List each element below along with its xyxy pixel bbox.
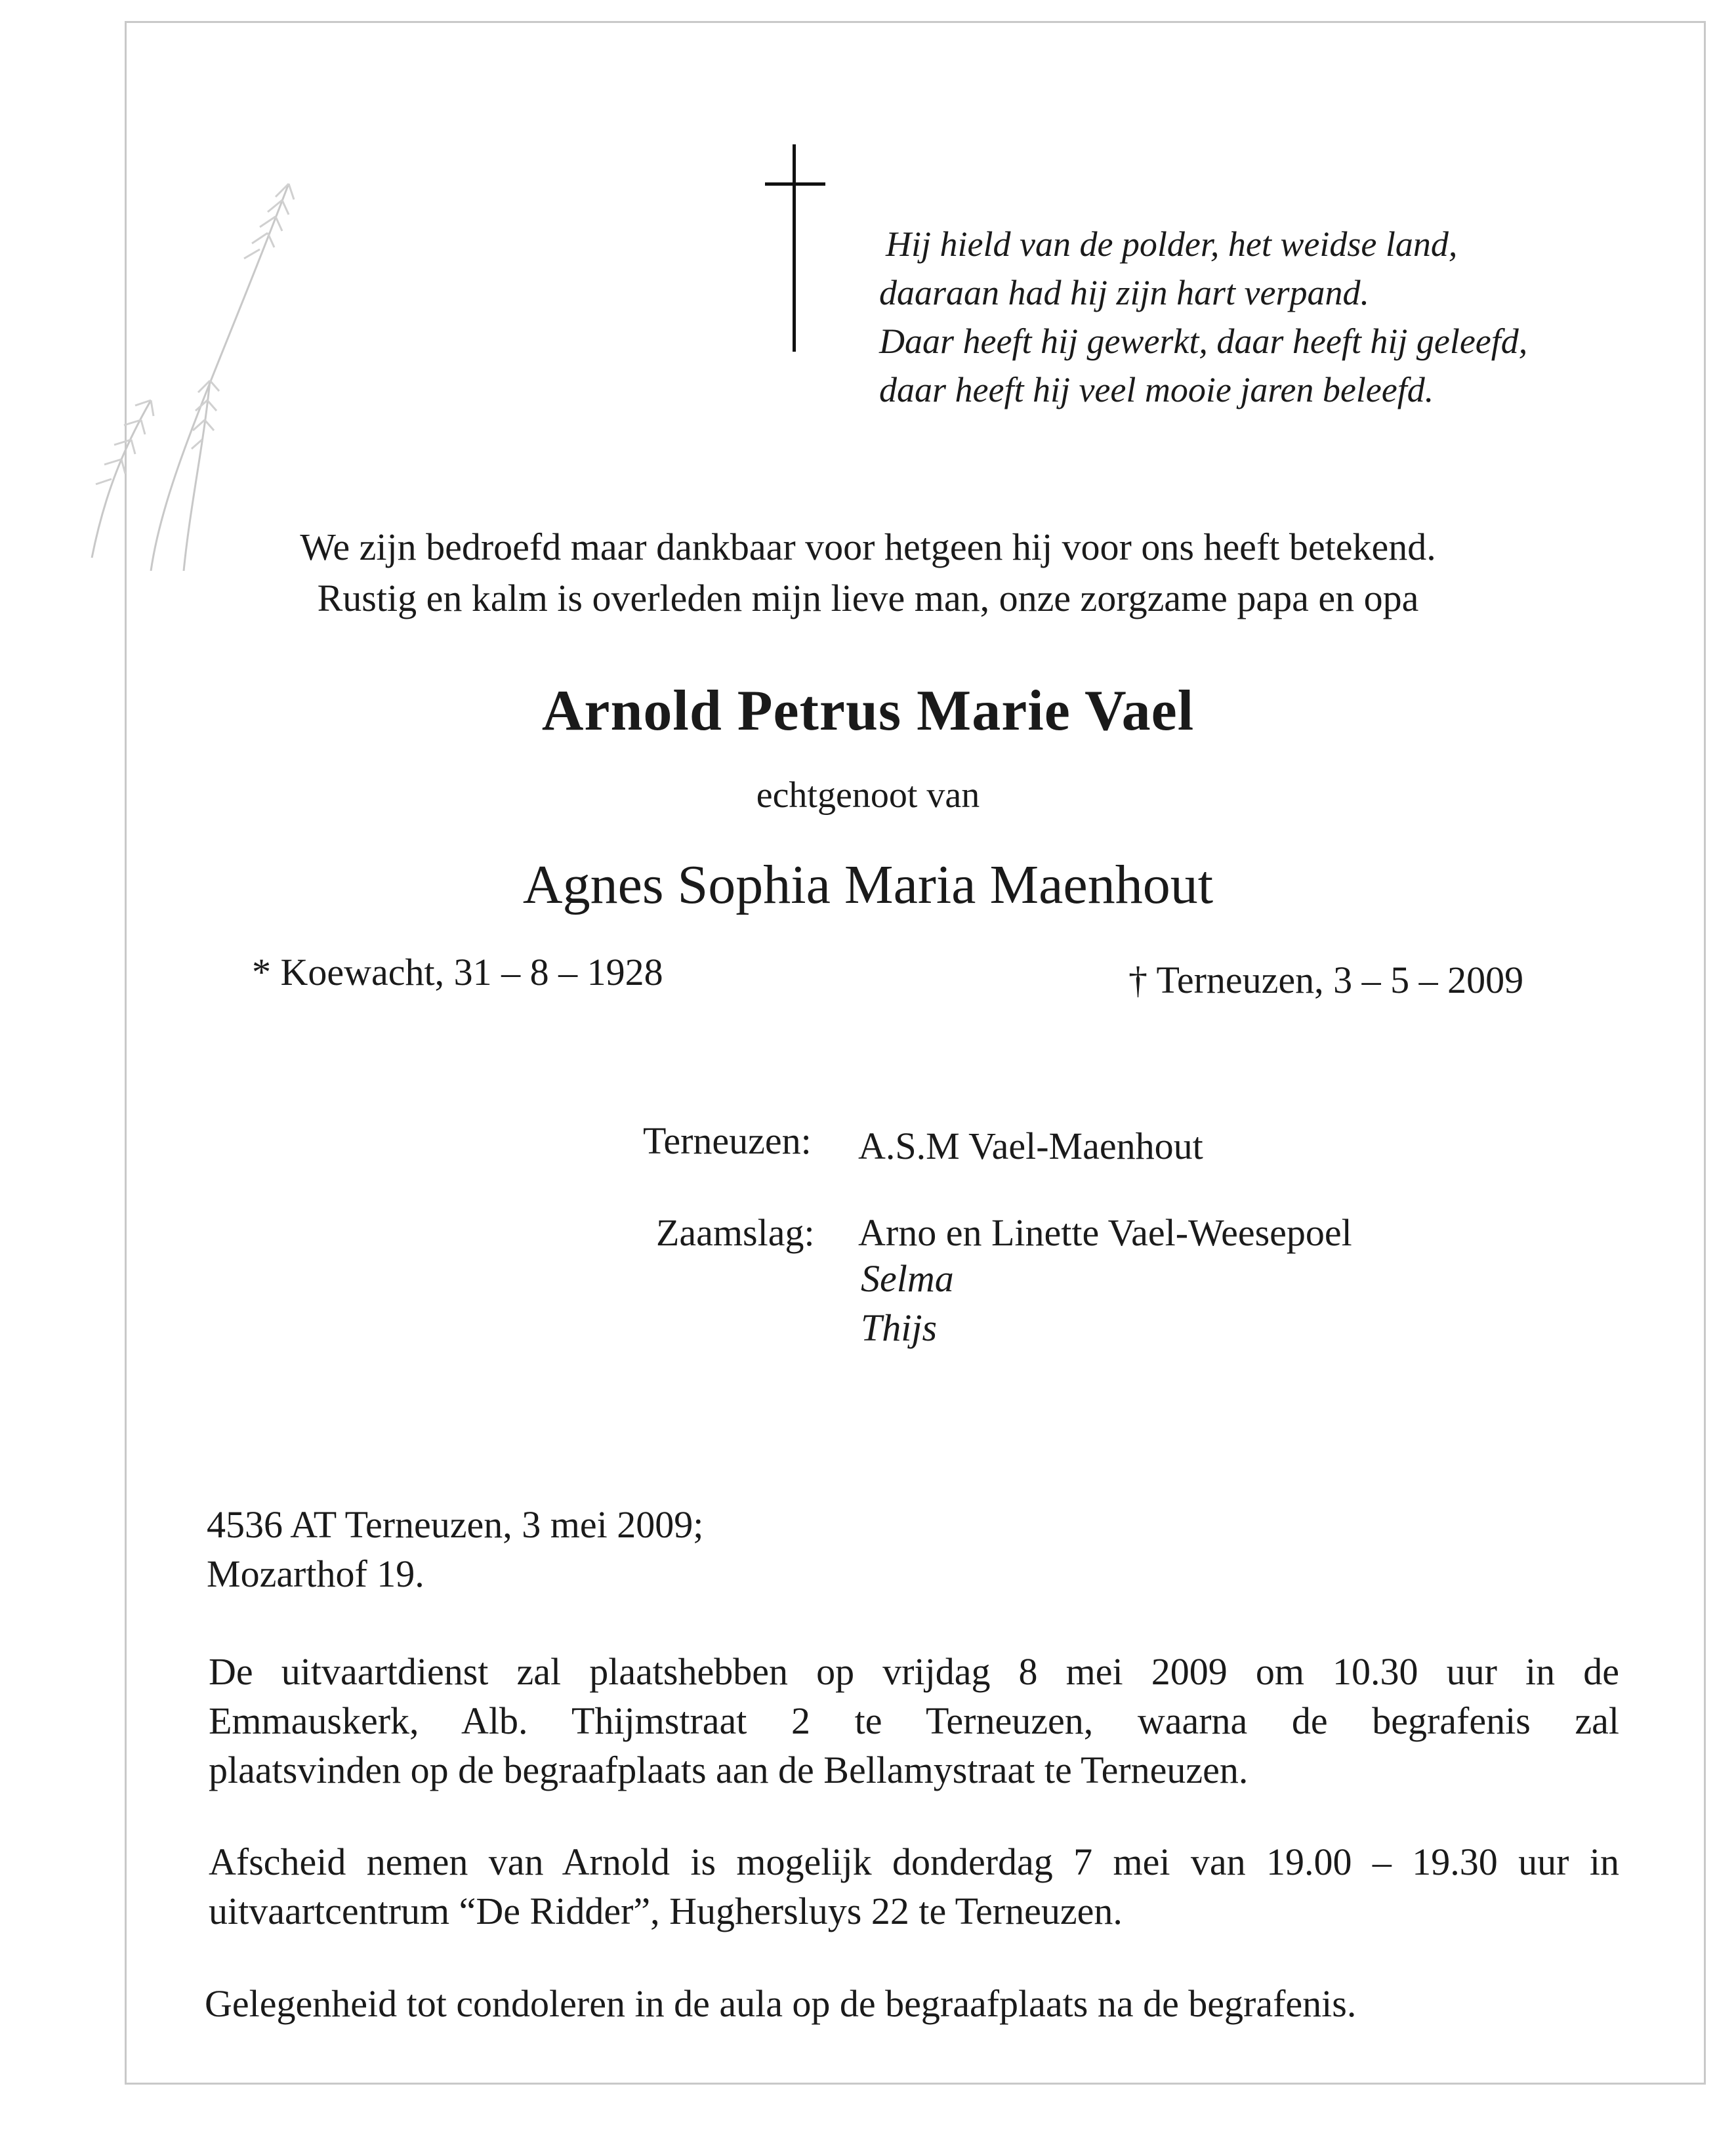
poem-line: Daar heeft hij gewerkt, daar heeft hij geleefd,	[879, 322, 1528, 361]
service-paragraph	[209, 1647, 1619, 1795]
grandchild-name: Selma	[861, 1257, 954, 1300]
condolence-text: Gelegenheid tot condoleren in de aula op de begraafplaats na de begrafenis.	[205, 1982, 1357, 2025]
wheat-illustration	[52, 164, 328, 571]
farewell-line-2: uitvaartcentrum “De Ridder”, Hughersluys 22 te Terneuzen.	[209, 1890, 1123, 1932]
service-line-2: Emmauskerk, Alb. Thijmstraat 2 te Terneuzen, waarna de begrafenis zal	[209, 1699, 1619, 1742]
cross-horizontal	[765, 182, 825, 186]
farewell-line-1: Afscheid nemen van Arnold is mogelijk donderdag 7 mei van 19.00 – 19.30 uur in	[209, 1841, 1619, 1883]
relation-text: echtgenoot van	[756, 775, 980, 816]
poem-line: daaraan had hij zijn hart verpand.	[879, 273, 1370, 312]
address-line-2: Mozarthof 19.	[207, 1552, 424, 1595]
grandchild-name: Thijs	[861, 1306, 938, 1349]
service-line-3: plaatsvinden op de begraafplaats aan de Bellamystraat te Terneuzen.	[209, 1749, 1249, 1791]
family-member: A.S.M Vael-Maenhout	[858, 1125, 1203, 1167]
farewell-paragraph	[209, 1837, 1619, 1936]
address-line-1: 4536 AT Terneuzen, 3 mei 2009;	[207, 1503, 704, 1546]
family-place-zaamslag: Zaamslag:	[656, 1211, 815, 1254]
poem-line: daar heeft hij veel mooie jaren beleefd.	[879, 370, 1434, 409]
poem-line: Hij hield van de polder, het weidse land,	[886, 224, 1458, 264]
poem	[879, 220, 1527, 414]
cross-vertical	[793, 144, 796, 352]
wheat-stalk	[151, 184, 289, 571]
wheat-ear	[244, 184, 294, 259]
death-info: † Terneuzen, 3 – 5 – 2009	[1128, 959, 1524, 1001]
service-line-1: De uitvaartdienst zal plaatshebben op vrijdag 8 mei 2009 om 10.30 uur in de	[209, 1650, 1619, 1693]
family-member: Arno en Linette Vael-Weesepoel	[858, 1211, 1352, 1254]
birth-info: * Koewacht, 31 – 8 – 1928	[252, 951, 663, 993]
spouse-name: Agnes Sophia Maria Maenhout	[522, 854, 1214, 915]
family-place-terneuzen: Terneuzen:	[643, 1119, 812, 1162]
deceased-name: Arnold Petrus Marie Vael	[541, 679, 1195, 743]
intro-line-2: Rustig en kalm is overleden mijn lieve man, onze zorgzame papa en opa	[317, 577, 1419, 619]
intro-line-1: We zijn bedroefd maar dankbaar voor hetgeen hij voor ons heeft betekend.	[300, 526, 1436, 568]
